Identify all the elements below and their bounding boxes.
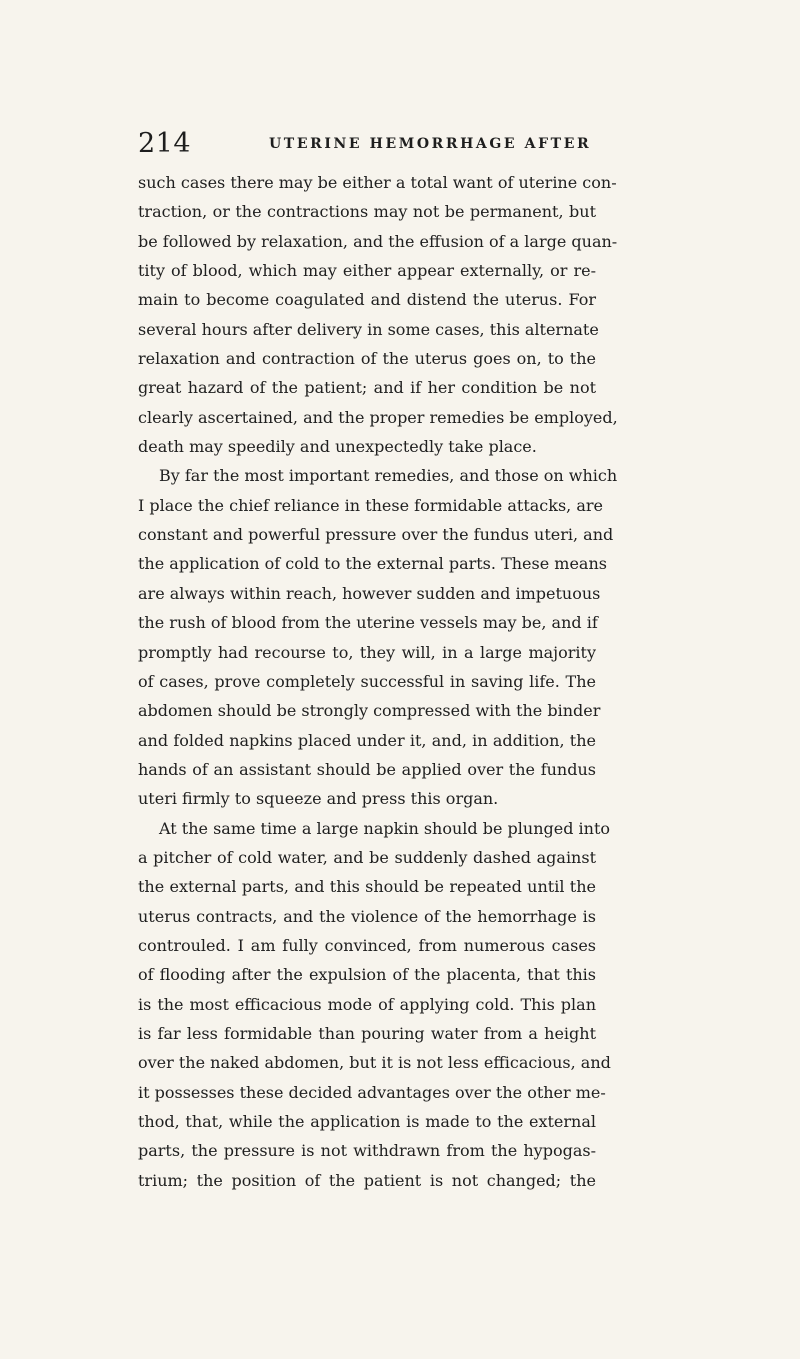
text-line: controuled. I am fully convinced, from numerous cases [138, 935, 596, 955]
text-line: main to become coagulated and distend the uterus. For [138, 290, 596, 310]
text-line: promptly had recourse to, they will, in a large majority [138, 642, 596, 662]
text-line: great hazard of the patient; and if her condition be not [138, 378, 596, 398]
text-line: is the most efficacious mode of applying cold. This plan [138, 994, 596, 1014]
text-line: of cases, prove completely successful in saving life. The [138, 671, 596, 691]
text-line: traction, or the contractions may not be permanent, but [138, 202, 596, 222]
text-line: hands of an assistant should be applied over the fundus [138, 759, 596, 779]
text-line: are always within reach, however sudden and impetuous [138, 583, 601, 603]
running-head [138, 126, 598, 162]
text-line: thod, that, while the application is made to the external [138, 1112, 596, 1131]
text-line: relaxation and contraction of the uterus goes on, to the [138, 349, 596, 369]
text-line: constant and powerful pressure over the fundus uteri, and [138, 525, 614, 545]
text-line: the application of cold to the external parts. These means [138, 554, 607, 574]
text-line: tity of blood, which may either appear externally, or re- [138, 261, 596, 281]
text-line: and folded napkins placed under it, and, in addition, the [138, 730, 596, 750]
text-line: is far less formidable than pouring water from a height [138, 1023, 596, 1043]
text-line: a pitcher of cold water, and be suddenly dashed against [138, 847, 596, 867]
text-line: clearly ascertained, and the proper remedies be employed, [138, 407, 618, 427]
text-line: the external parts, and this should be repeated until the [138, 877, 596, 897]
body-text [138, 168, 618, 1195]
text-line: At the same time a large napkin should be plunged into [159, 818, 611, 838]
page-number: 214 [138, 128, 192, 159]
text-line: several hours after delivery in some cases, this alternate [138, 319, 599, 339]
text-line: I place the chief reliance in these formidable attacks, are [138, 495, 603, 515]
running-title: UTERINE HEMORRHAGE AFTER [269, 136, 592, 152]
text-line: uteri firmly to squeeze and press this organ. [138, 789, 499, 809]
text-line: be followed by relaxation, and the effusion of a large quan- [138, 231, 618, 251]
text-line: trium; the position of the patient is not changed; the [138, 1170, 596, 1190]
text-line: abdomen should be strongly compressed with the binder [138, 701, 601, 721]
text-line: over the naked abdomen, but it is not less efficacious, and [138, 1053, 611, 1073]
text-line: parts, the pressure is not withdrawn from the hypogas- [138, 1141, 596, 1161]
text-line: such cases there may be either a total want of uterine con- [138, 173, 617, 192]
text-line: it possesses these decided advantages over the other me- [138, 1082, 606, 1102]
text-line: uterus contracts, and the violence of the hemorrhage is [138, 906, 596, 926]
text-line: of flooding after the expulsion of the placenta, that this [138, 965, 596, 985]
text-line: the rush of blood from the uterine vessels may be, and if [138, 613, 598, 633]
text-line: By far the most important remedies, and those on which [159, 466, 618, 486]
text-line: death may speedily and unexpectedly take place. [138, 437, 537, 457]
